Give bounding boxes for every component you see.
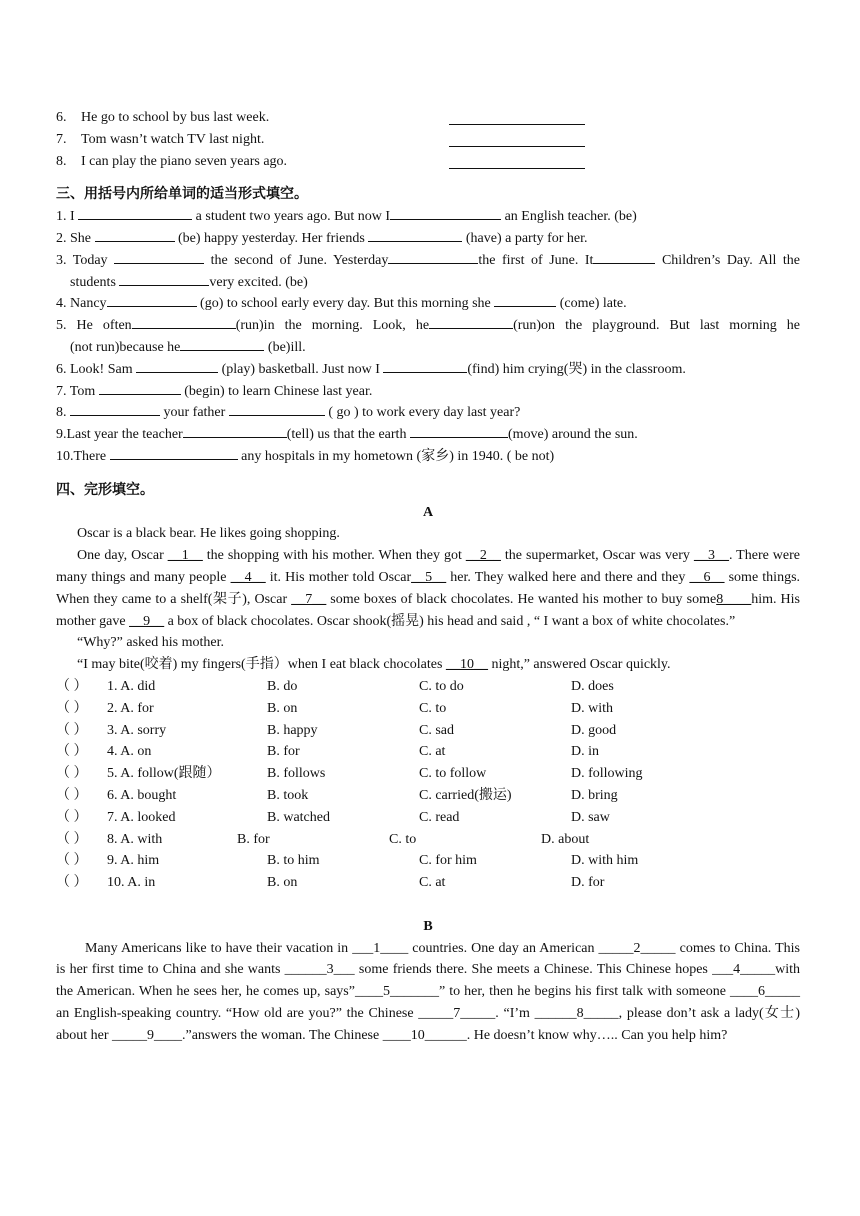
option-c: C. carried(搬运) bbox=[419, 787, 512, 803]
item-text: (not run)because he bbox=[70, 339, 181, 355]
option-c: C. for him bbox=[419, 853, 477, 869]
item-text: (run)in the morning. Look, he bbox=[235, 318, 430, 334]
option-row bbox=[56, 807, 800, 829]
answer-blank[interactable] bbox=[70, 402, 160, 416]
item-number: 7. bbox=[56, 131, 67, 147]
option-d: D. with bbox=[571, 700, 613, 716]
answer-blank[interactable] bbox=[388, 250, 478, 264]
option-a: 9. A. him bbox=[107, 853, 160, 869]
item-text: 6. Look! Sam bbox=[56, 361, 137, 377]
option-b: B. for bbox=[267, 744, 300, 760]
item-text: very excited. (be) bbox=[209, 274, 308, 290]
item-text: 10.There bbox=[56, 448, 110, 464]
option-a: 2. A. for bbox=[107, 700, 154, 716]
option-a: 3. A. sorry bbox=[107, 722, 167, 738]
answer-blank[interactable] bbox=[390, 206, 501, 220]
answer-blank[interactable] bbox=[494, 293, 556, 307]
option-a: 6. A. bought bbox=[107, 787, 177, 803]
option-a: 5. A. follow(跟随） bbox=[107, 766, 221, 782]
blank-1[interactable]: __1__ bbox=[167, 548, 203, 564]
fill-in-item bbox=[56, 206, 800, 228]
blank-4[interactable]: __4__ bbox=[230, 569, 266, 585]
answer-blank[interactable] bbox=[429, 315, 513, 329]
option-b: B. do bbox=[267, 678, 298, 694]
passage-a-paragraph: “I may bite(咬着) my fingers(手指）when I eat black chocolates __10__ night,” answered Oscar quickly. bbox=[77, 657, 671, 673]
blank-10[interactable]: __10__ bbox=[445, 657, 488, 673]
correction-item bbox=[56, 107, 800, 129]
answer-blank[interactable] bbox=[368, 228, 462, 242]
option-row bbox=[56, 698, 800, 720]
option-b: B. to him bbox=[267, 853, 320, 869]
option-row bbox=[56, 872, 800, 894]
passage-b-paragraph: Many Americans like to have their vacation in ___1____ countries. One day an American _____2_____ comes to China. This is her first time to China and she wants ______3___ some friends there. She meets a Chinese. This Chinese hopes ___4_____with the American. When he sees her, he comes up, says”____5_______” to her, then he begins his first talk with someone ____6_____ an English-speaking country. “How old are you?” the Chinese _____7_____. “I’m ______8_____, please don’t ask a lady(女士) about her _____9____.”answers the woman. The Chinese ____10______. He doesn’t know why….. Can you help him? bbox=[56, 940, 800, 1043]
option-b: B. happy bbox=[267, 722, 318, 738]
item-text: (go) to school early every day. But this morning she bbox=[196, 296, 495, 312]
answer-blank[interactable] bbox=[132, 315, 236, 329]
item-text: 3. Today bbox=[56, 252, 115, 268]
option-c: C. to do bbox=[419, 678, 464, 694]
worksheet-page bbox=[56, 107, 800, 1047]
option-row bbox=[56, 763, 800, 785]
blank-6[interactable]: __6__ bbox=[689, 569, 725, 585]
option-d: D. does bbox=[571, 678, 614, 694]
item-text: (find) him crying(哭) in the classroom. bbox=[467, 361, 686, 377]
answer-blank[interactable] bbox=[78, 206, 192, 220]
option-d: D. in bbox=[571, 744, 599, 760]
item-text: the first of June. It bbox=[478, 252, 594, 268]
item-number: 6. bbox=[56, 110, 67, 125]
blank-8[interactable]: 8____ bbox=[716, 591, 752, 607]
answer-blank[interactable] bbox=[114, 250, 204, 264]
option-d: D. good bbox=[571, 722, 617, 738]
item-sentence: I can play the piano seven years ago. bbox=[81, 153, 288, 169]
option-b: B. on bbox=[267, 700, 298, 716]
answer-parens[interactable]: （ ） bbox=[56, 766, 88, 782]
passage-a-paragraph: One day, Oscar __1__ the shopping with his mother. When they got __2__ the supermarket, Oscar was very __3__. There were many things and many people __4__ it. His mother told Oscar__5__ her. They walked here and there and they __6__ some things. When they came to a shelf(架子), Oscar __7__ some boxes of black chocolates. He wanted his mother to buy some8____him. His mother gave __9__ a box of black chocolates. Oscar shook(摇晃) his head and said , “ I want a box of white chocolates.” bbox=[56, 548, 801, 629]
option-c: C. to bbox=[419, 700, 447, 716]
fill-in-item bbox=[56, 381, 800, 403]
item-text: (move) around the sun. bbox=[507, 427, 638, 443]
passage-a-heading: A bbox=[422, 504, 434, 520]
blank-9[interactable]: __9__ bbox=[129, 613, 165, 629]
answer-blank[interactable] bbox=[107, 293, 197, 307]
fill-in-item bbox=[56, 446, 800, 468]
item-text: Children’s Day. All the bbox=[655, 252, 801, 268]
option-d: D. bring bbox=[571, 787, 618, 803]
option-a: 10. A. in bbox=[107, 875, 156, 891]
answer-blank[interactable] bbox=[119, 272, 209, 286]
answer-parens[interactable]: （ ） bbox=[56, 744, 88, 760]
blank-7[interactable]: __7__ bbox=[291, 591, 327, 607]
option-a: 1. A. did bbox=[107, 678, 156, 694]
answer-blank[interactable] bbox=[99, 381, 181, 395]
fill-in-item bbox=[56, 402, 800, 424]
fill-in-item bbox=[56, 293, 800, 315]
answer-blank[interactable] bbox=[449, 107, 585, 125]
answer-blank[interactable] bbox=[383, 359, 467, 373]
answer-parens[interactable]: （ ） bbox=[56, 722, 88, 738]
option-c: C. sad bbox=[419, 722, 454, 738]
passage-a-paragraph: Oscar is a black bear. He likes going shopping. bbox=[77, 526, 340, 542]
option-c: C. at bbox=[419, 875, 446, 891]
answer-blank[interactable] bbox=[110, 446, 238, 460]
item-text: (be) happy yesterday. Her friends bbox=[174, 230, 369, 246]
item-text: (come) late. bbox=[556, 296, 627, 312]
fill-in-item bbox=[56, 228, 800, 250]
option-c: C. to bbox=[389, 831, 417, 847]
item-text: (run)on the playground. But last morning he bbox=[513, 318, 801, 334]
option-d: D. for bbox=[571, 875, 605, 891]
option-row bbox=[56, 720, 800, 742]
passage-b-heading: B bbox=[423, 918, 433, 934]
option-a: 7. A. looked bbox=[107, 809, 176, 825]
answer-parens[interactable]: （ ） bbox=[56, 678, 88, 694]
answer-blank[interactable] bbox=[183, 424, 287, 438]
item-text: 7. Tom bbox=[56, 383, 99, 399]
item-text: an English teacher. (be) bbox=[501, 209, 637, 225]
item-text: (have) a party for her. bbox=[462, 230, 588, 246]
correction-item bbox=[56, 129, 800, 151]
item-text: (be)ill. bbox=[264, 339, 306, 355]
answer-parens[interactable]: （ ） bbox=[56, 787, 88, 803]
option-c: C. to follow bbox=[419, 766, 487, 782]
option-row bbox=[56, 850, 800, 872]
option-d: D. following bbox=[571, 766, 643, 782]
fill-in-item bbox=[56, 250, 800, 294]
item-number: 8. bbox=[56, 153, 67, 169]
fill-in-item bbox=[56, 359, 800, 381]
option-b: B. follows bbox=[267, 766, 326, 782]
blank-3[interactable]: __3__ bbox=[693, 548, 729, 564]
item-sentence: He go to school by bus last week. bbox=[81, 110, 270, 125]
section-3-title: 三、用括号内所给单词的适当形式填空。 bbox=[56, 187, 308, 203]
option-b: B. watched bbox=[267, 809, 330, 825]
passage-a-paragraph: “Why?” asked his mother. bbox=[77, 635, 224, 651]
option-b: B. for bbox=[237, 831, 270, 847]
option-b: B. on bbox=[267, 875, 298, 891]
answer-parens[interactable]: （ ） bbox=[56, 700, 88, 716]
answer-parens[interactable]: （ ） bbox=[56, 875, 88, 891]
option-d: D. with him bbox=[571, 853, 639, 869]
option-d: D. saw bbox=[571, 809, 610, 825]
options-list bbox=[56, 676, 800, 894]
answer-blank[interactable] bbox=[410, 424, 508, 438]
item-sentence: Tom wasn’t watch TV last night. bbox=[81, 131, 265, 147]
correction-item bbox=[56, 151, 800, 173]
item-text: 8. bbox=[56, 405, 70, 421]
item-text: (begin) to learn Chinese last year. bbox=[180, 383, 373, 399]
option-row bbox=[56, 785, 800, 807]
item-text: (tell) us that the earth bbox=[286, 427, 410, 443]
answer-parens[interactable]: （ ） bbox=[56, 853, 88, 869]
option-row bbox=[56, 676, 800, 698]
option-c: C. at bbox=[419, 744, 446, 760]
item-text: any hospitals in my hometown (家乡) in 1940. ( be not) bbox=[237, 448, 555, 464]
option-a: 8. A. with bbox=[107, 831, 163, 847]
answer-blank[interactable] bbox=[449, 151, 585, 169]
option-b: B. took bbox=[267, 787, 309, 803]
item-text: 5. He often bbox=[56, 318, 132, 334]
correction-list bbox=[56, 107, 800, 172]
answer-parens[interactable]: （ ） bbox=[56, 809, 88, 825]
answer-blank[interactable] bbox=[229, 402, 325, 416]
answer-blank[interactable] bbox=[95, 228, 175, 242]
option-row bbox=[56, 741, 800, 763]
fill-in-item bbox=[56, 424, 800, 446]
item-text: 4. Nancy bbox=[56, 296, 107, 312]
answer-blank[interactable] bbox=[180, 337, 264, 351]
section-4-title: 四、完形填空。 bbox=[56, 482, 154, 498]
item-text: the second of June. Yesterday bbox=[204, 252, 389, 268]
item-text: students bbox=[70, 274, 120, 290]
option-c: C. read bbox=[419, 809, 460, 825]
fill-in-item bbox=[56, 315, 800, 359]
item-text: your father bbox=[160, 405, 229, 421]
option-d: D. about bbox=[541, 831, 590, 847]
item-text: 9.Last year the teacher bbox=[56, 427, 183, 443]
option-row bbox=[56, 829, 800, 851]
answer-blank[interactable] bbox=[136, 359, 218, 373]
item-text: a student two years ago. But now I bbox=[192, 209, 391, 225]
answer-parens[interactable]: （ ） bbox=[56, 831, 88, 847]
blank-2[interactable]: __2__ bbox=[465, 548, 501, 564]
option-a: 4. A. on bbox=[107, 744, 152, 760]
item-text: 2. She bbox=[56, 230, 95, 246]
item-text: ( go ) to work every day last year? bbox=[324, 405, 521, 421]
blank-5[interactable]: __5__ bbox=[411, 569, 447, 585]
answer-blank[interactable] bbox=[449, 129, 585, 147]
item-text: 1. I bbox=[56, 209, 79, 225]
answer-blank[interactable] bbox=[593, 250, 655, 264]
item-text: (play) basketball. Just now I bbox=[218, 361, 384, 377]
